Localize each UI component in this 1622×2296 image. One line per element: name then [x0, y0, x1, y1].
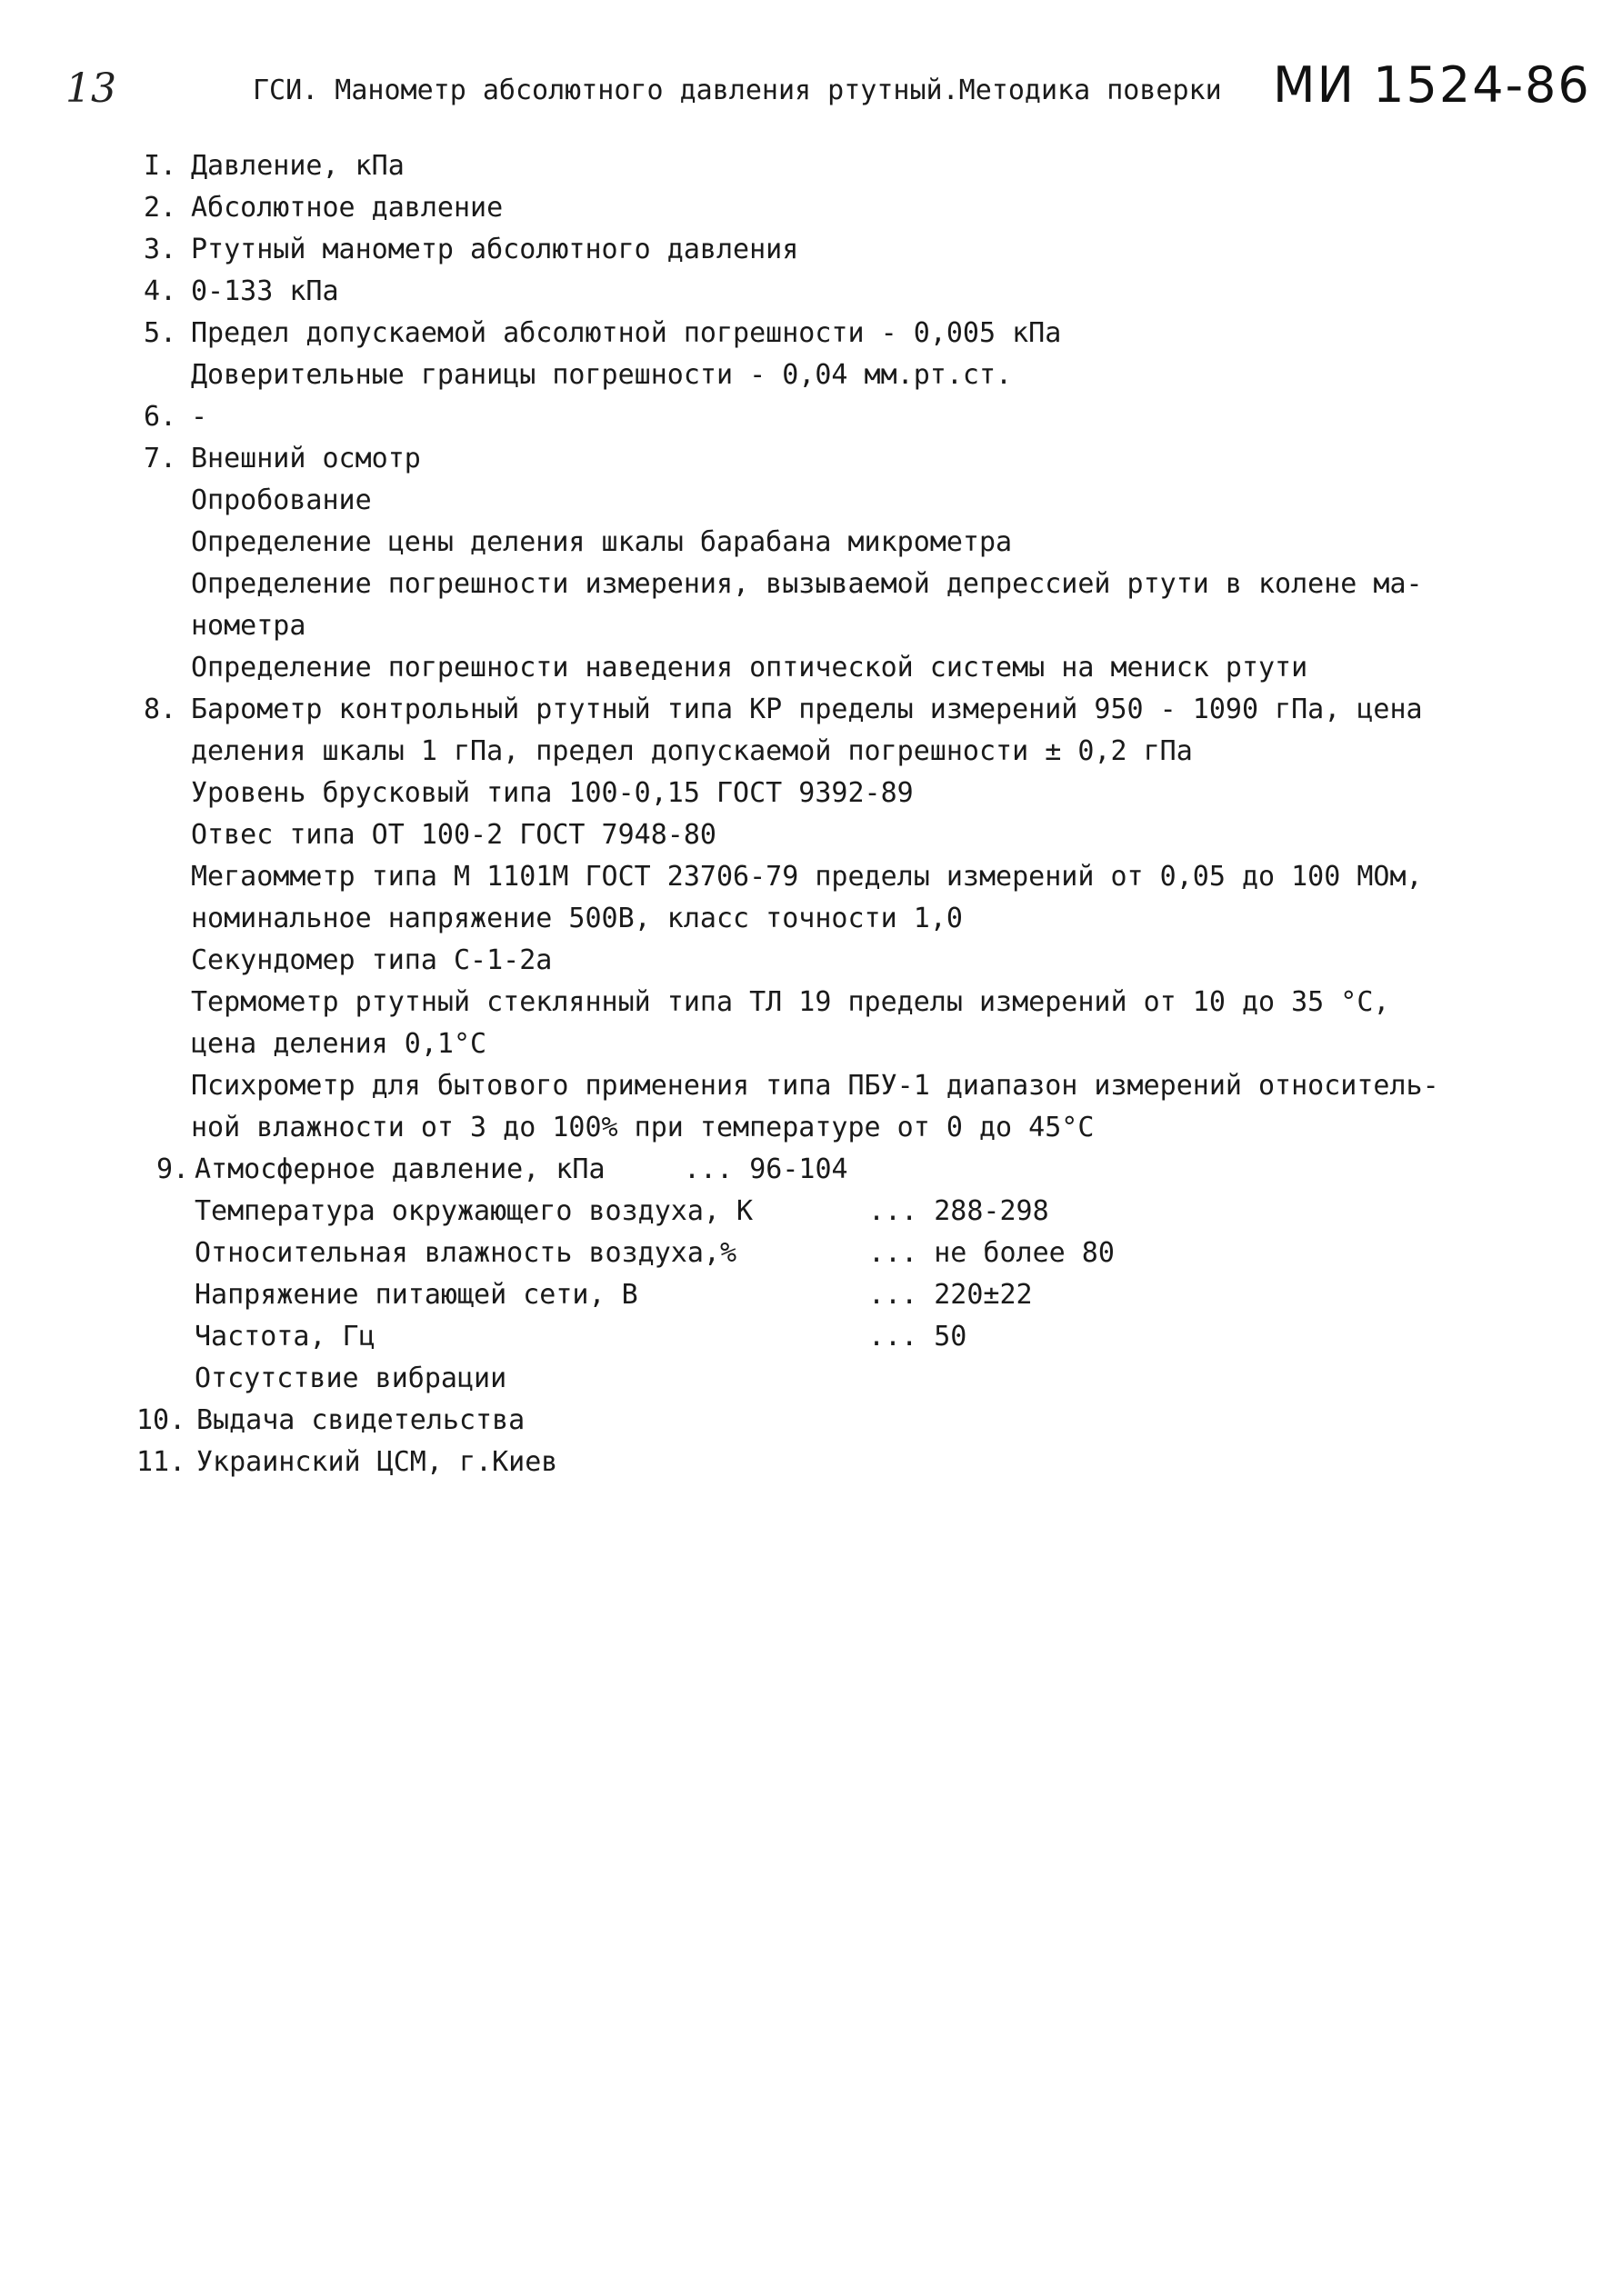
list-item: 3. Ртутный манометр абсолютного давления	[144, 234, 799, 265]
condition-value: ... 96-104	[684, 1153, 848, 1185]
condition-label: Частота, Гц	[195, 1321, 375, 1353]
list-item: Секундомер типа С-1-2а	[191, 944, 553, 976]
document-code-stamp: МИ 1524-86	[1273, 56, 1591, 114]
list-item: деления шкалы 1 гПа, предел допускаемой погрешности ± 0,2 гПа	[191, 735, 1193, 767]
list-item: Доверительные границы погрешности - 0,04 мм.рт.ст.	[191, 359, 1013, 391]
condition-value: ... 220±22	[868, 1279, 1033, 1311]
list-item: номинальное напряжение 500В, класс точности 1,0	[191, 903, 963, 934]
condition-label: Относительная влажность воздуха,%	[195, 1237, 737, 1269]
list-item: 4. 0-133 кПа	[144, 275, 339, 307]
list-item: Определение погрешности измерения, вызываемой депрессией ртути в колене ма-	[191, 568, 1423, 600]
list-item: цена деления 0,1°С	[191, 1028, 487, 1060]
list-item: нометра	[191, 610, 306, 642]
document-header: ГСИ. Манометр абсолютного давления ртутный.Методика поверки	[253, 75, 1222, 106]
list-item: Определение цены деления шкалы барабана микрометра	[191, 526, 1013, 558]
list-item: 10. Выдача свидетельства	[136, 1404, 526, 1436]
list-item: 8. Барометр контрольный ртутный типа КР пределы измерений 950 - 1090 гПа, цена	[144, 694, 1423, 725]
condition-label: Отсутствие вибрации	[195, 1363, 507, 1394]
condition-value: ... не более 80	[868, 1237, 1115, 1269]
page-number: 13	[65, 65, 116, 112]
list-item: ной влажности от 3 до 100% при температуре от 0 до 45°С	[191, 1112, 1095, 1143]
list-item: 2. Абсолютное давление	[144, 192, 504, 224]
condition-value: ... 288-298	[868, 1195, 1049, 1227]
list-item: 5. Предел допускаемой абсолютной погрешности - 0,005 кПа	[144, 317, 1062, 349]
list-item: 11. Украинский ЦСМ, г.Киев	[136, 1446, 558, 1478]
condition-label: Напряжение питающей сети, В	[195, 1279, 638, 1311]
list-item: Отвес типа ОТ 100-2 ГОСТ 7948-80	[191, 819, 716, 851]
list-item: I. Давление, кПа	[144, 150, 405, 182]
list-item: Термометр ртутный стеклянный типа ТЛ 19 пределы измерений от 10 до 35 °С,	[191, 986, 1390, 1018]
list-item: Мегаомметр типа М 1101М ГОСТ 23706-79 пределы измерений от 0,05 до 100 МОм,	[191, 861, 1423, 893]
list-item: Уровень брусковый типа 100-0,15 ГОСТ 9392-89	[191, 777, 914, 809]
list-item: Психрометр для бытового применения типа ПБУ-1 диапазон измерений относитель-	[191, 1070, 1439, 1102]
list-item: Опробование	[191, 484, 372, 516]
list-item: 6. -	[144, 401, 208, 433]
condition-value: ... 50	[868, 1321, 967, 1353]
list-item: 7. Внешний осмотр	[144, 443, 421, 474]
list-item: Определение погрешности наведения оптической системы на мениск ртути	[191, 652, 1308, 684]
conditions-number: 9.	[156, 1153, 190, 1185]
condition-label: Температура окружающего воздуха, К	[195, 1195, 754, 1227]
condition-label: Атмосферное давление, кПа	[195, 1153, 606, 1185]
